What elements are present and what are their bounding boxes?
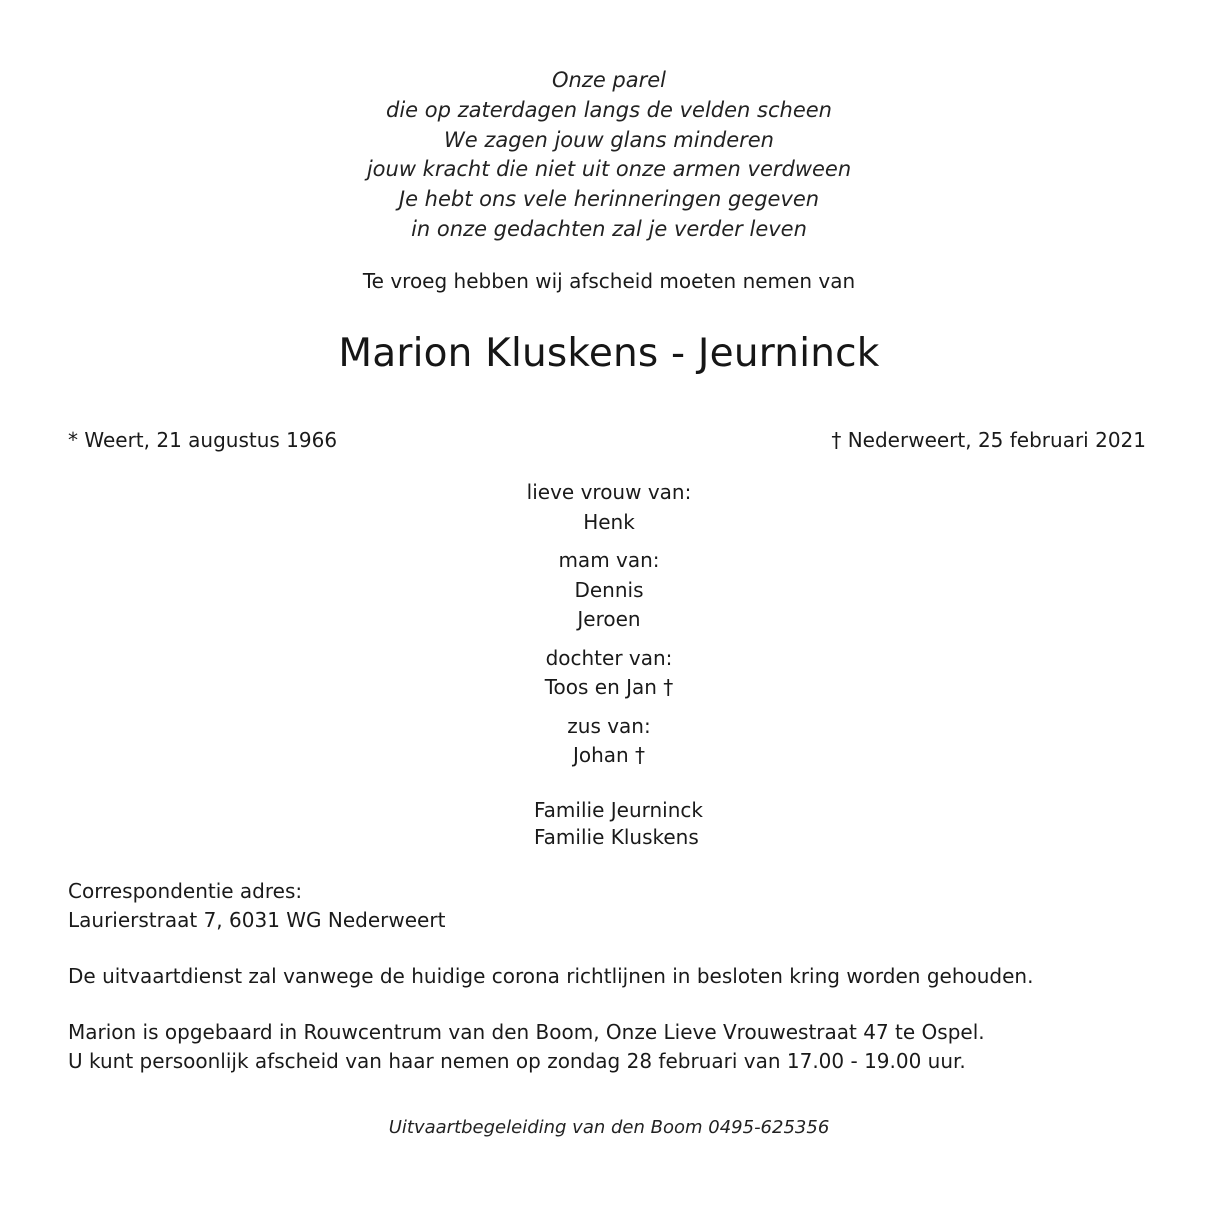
poem-line: We zagen jouw glans minderen [443, 127, 774, 152]
relation-name: Jeroen [577, 607, 641, 631]
address-line: Laurierstraat 7, 6031 WG Nederweert [68, 908, 446, 932]
poem-line: Je hebt ons vele herinneringen gegeven [398, 187, 820, 212]
relation-group-parents [0, 644, 1218, 703]
funeral-director-footer: Uitvaartbegeleiding van den Boom 0495-625356 [388, 1117, 830, 1138]
announcement-intro: Te vroeg hebben wij afscheid moeten nemen van [362, 269, 856, 293]
relation-label: mam van: [558, 548, 660, 572]
relation-label: dochter van: [545, 645, 673, 670]
viewing-info [68, 1018, 985, 1076]
viewing-line: Marion is opgebaard in Rouwcentrum van den Boom, Onze Lieve Vrouwestraat 47 te Ospel. [68, 1020, 985, 1044]
relation-group-children [0, 546, 1218, 635]
relation-name: Toos en Jan † [544, 675, 674, 699]
death-info: † Nederweert, 25 februari 2021 [831, 428, 1146, 452]
relation-label: zus van: [567, 713, 651, 738]
relation-name: Johan † [572, 743, 646, 767]
service-notice: De uitvaartdienst zal vanwege de huidige corona richtlijnen in besloten kring worden gehouden. [68, 964, 1034, 988]
family-name: Familie Kluskens [534, 825, 699, 849]
poem-line: die op zaterdagen langs de velden scheen [386, 97, 832, 122]
viewing-line: U kunt persoonlijk afscheid van haar nemen op zondag 28 februari van 17.00 - 19.00 uur. [68, 1049, 966, 1073]
poem-line: Onze parel [551, 68, 667, 92]
birth-info: * Weert, 21 augustus 1966 [68, 428, 338, 452]
relation-group-spouse [0, 478, 1218, 537]
relation-name: Henk [583, 509, 635, 534]
address-label: Correspondentie adres: [68, 879, 303, 903]
relation-group-sibling [0, 712, 1218, 771]
family-name: Familie Jeurninck [534, 798, 703, 822]
deceased-name: Marion Kluskens - Jeurninck [338, 331, 880, 376]
relation-name: Dennis [574, 577, 644, 602]
poem-line: jouw kracht die niet uit onze armen verdween [366, 157, 852, 182]
relation-label: lieve vrouw van: [526, 480, 692, 504]
poem-line: in onze gedachten zal je verder leven [411, 216, 807, 241]
correspondence-address [68, 877, 445, 935]
poem [0, 66, 1218, 245]
relations-list [0, 478, 1218, 780]
family-names [534, 797, 703, 851]
